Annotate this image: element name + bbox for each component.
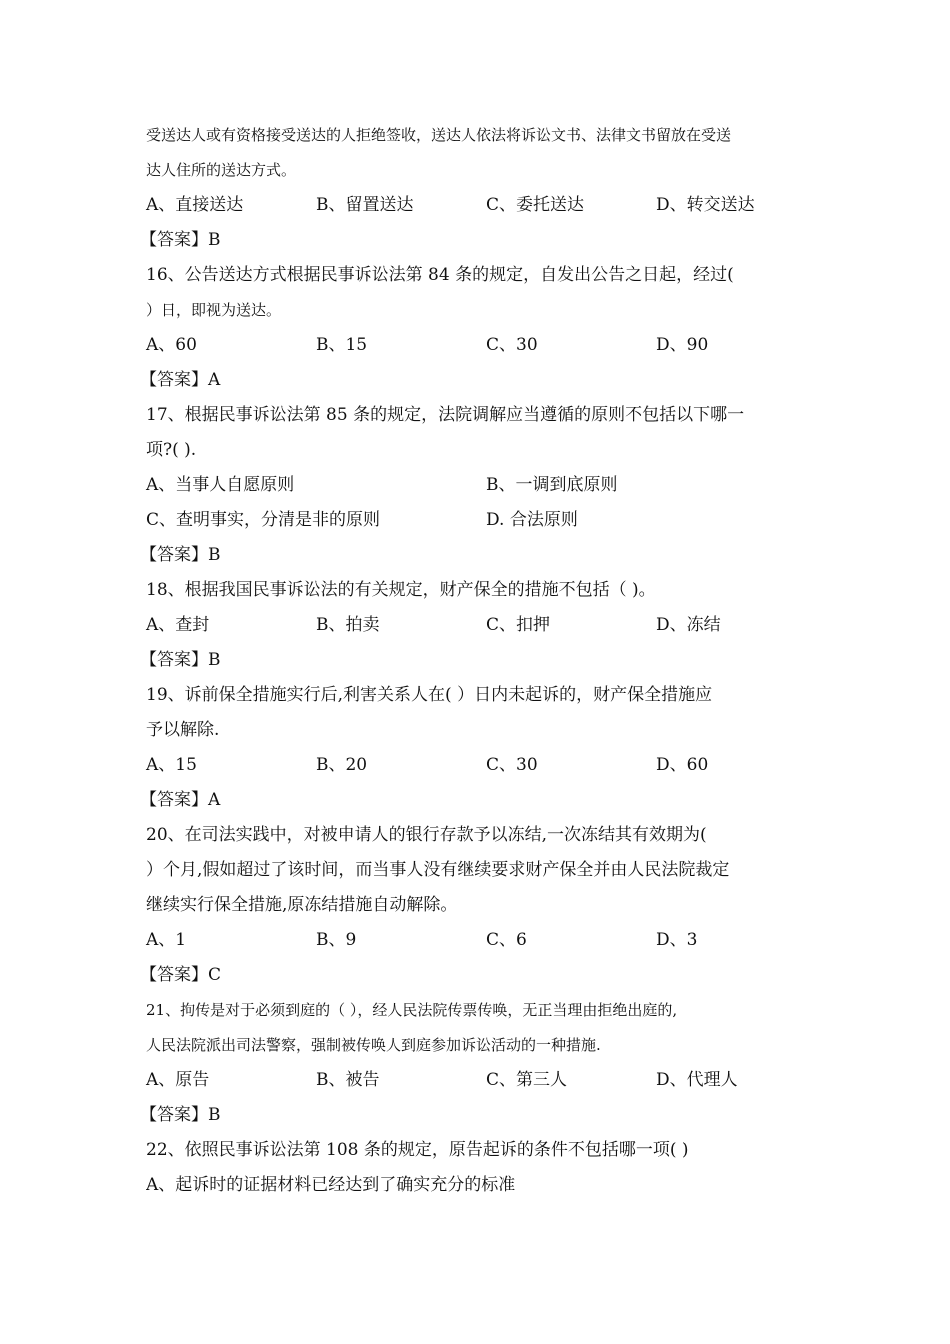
question-20	[140, 818, 808, 993]
question-text-line: 受送达人或有资格接受送达的人拒绝签收，送达人依法将诉讼文书、法律文书留放在受送	[146, 126, 732, 144]
question-22	[146, 1133, 808, 1203]
question-text-line: 人民法院派出司法警察，强制被传唤人到庭参加诉讼活动的一种措施.	[146, 1036, 601, 1054]
option-b: B、20	[316, 755, 368, 775]
option-c: C、第三人	[486, 1070, 568, 1090]
question-text-line: ）日，即视为送达。	[146, 301, 282, 319]
option-b: B、留置送达	[316, 195, 414, 215]
option-d: D、60	[656, 755, 709, 775]
answer-line: 【答案】B	[140, 230, 221, 250]
option-b: B、一调到底原则	[486, 475, 618, 495]
question-text-line: 予以解除.	[146, 720, 220, 740]
option-c: C、委托送达	[486, 195, 585, 215]
option-c: C、30	[486, 755, 538, 775]
option-a: A、60	[146, 335, 197, 355]
option-a: A、原告	[146, 1070, 210, 1090]
question-19	[140, 678, 808, 818]
question-21	[140, 993, 808, 1133]
option-d: D、冻结	[656, 615, 721, 635]
answer-line: 【答案】B	[140, 545, 221, 565]
question-18	[140, 573, 808, 678]
question-text-line: 继续实行保全措施,原冻结措施自动解除。	[146, 895, 458, 915]
answer-line: 【答案】C	[140, 965, 222, 985]
question-15-continuation	[140, 118, 808, 258]
document-body	[140, 118, 808, 1203]
option-c: C、扣押	[486, 615, 551, 635]
option-d: D. 合法原则	[486, 510, 578, 530]
options-row	[146, 1063, 808, 1098]
question-16	[140, 258, 808, 398]
question-text-line: 19、诉前保全措施实行后,利害关系人在( ）日内未起诉的，财产保全措施应	[146, 685, 713, 705]
option-c: C、30	[486, 335, 538, 355]
question-text-line: 17、根据民事诉讼法第 85 条的规定，法院调解应当遵循的原则不包括以下哪一	[146, 405, 745, 425]
question-text-line: 20、在司法实践中，对被申请人的银行存款予以冻结,一次冻结其有效期为(	[146, 825, 707, 845]
option-c: C、6	[486, 930, 527, 950]
question-text-line: 16、公告送达方式根据民事诉讼法第 84 条的规定，自发出公告之日起，经过(	[146, 265, 734, 285]
options-row	[146, 188, 808, 223]
options-row	[146, 328, 808, 363]
answer-line: 【答案】A	[140, 370, 221, 390]
question-text-line: 18、根据我国民事诉讼法的有关规定，财产保全的措施不包括（ )。	[146, 580, 656, 600]
option-c: C、查明事实，分清是非的原则	[146, 510, 381, 530]
options-row	[146, 923, 808, 958]
option-a: A、起诉时的证据材料已经达到了确实充分的标准	[146, 1175, 516, 1195]
option-d: D、代理人	[656, 1070, 738, 1090]
question-text-line: 达人住所的送达方式。	[146, 161, 297, 179]
option-b: B、9	[316, 930, 357, 950]
option-b: B、被告	[316, 1070, 380, 1090]
option-d: D、转交送达	[656, 195, 755, 215]
options-row	[146, 468, 808, 503]
option-a: A、15	[146, 755, 197, 775]
question-text-line: ）个月,假如超过了该时间，而当事人没有继续要求财产保全并由人民法院裁定	[146, 860, 730, 880]
option-a: A、查封	[146, 615, 210, 635]
option-a: A、1	[146, 930, 187, 950]
option-a: A、当事人自愿原则	[146, 475, 295, 495]
option-b: B、15	[316, 335, 368, 355]
answer-line: 【答案】A	[140, 790, 221, 810]
question-17	[140, 398, 808, 573]
answer-line: 【答案】B	[140, 650, 221, 670]
question-text-line: 项?( ).	[146, 440, 197, 460]
question-text-line: 22、依照民事诉讼法第 108 条的规定，原告起诉的条件不包括哪一项( )	[146, 1140, 689, 1160]
option-d: D、90	[656, 335, 709, 355]
option-a: A、直接送达	[146, 195, 244, 215]
question-text-line: 21、拘传是对于必须到庭的（ ），经人民法院传票传唤，无正当理由拒绝出庭的,	[146, 1001, 678, 1019]
option-b: B、拍卖	[316, 615, 380, 635]
options-row	[146, 503, 808, 538]
answer-line: 【答案】B	[140, 1105, 221, 1125]
options-row	[146, 608, 808, 643]
option-d: D、3	[656, 930, 698, 950]
options-row	[146, 748, 808, 783]
